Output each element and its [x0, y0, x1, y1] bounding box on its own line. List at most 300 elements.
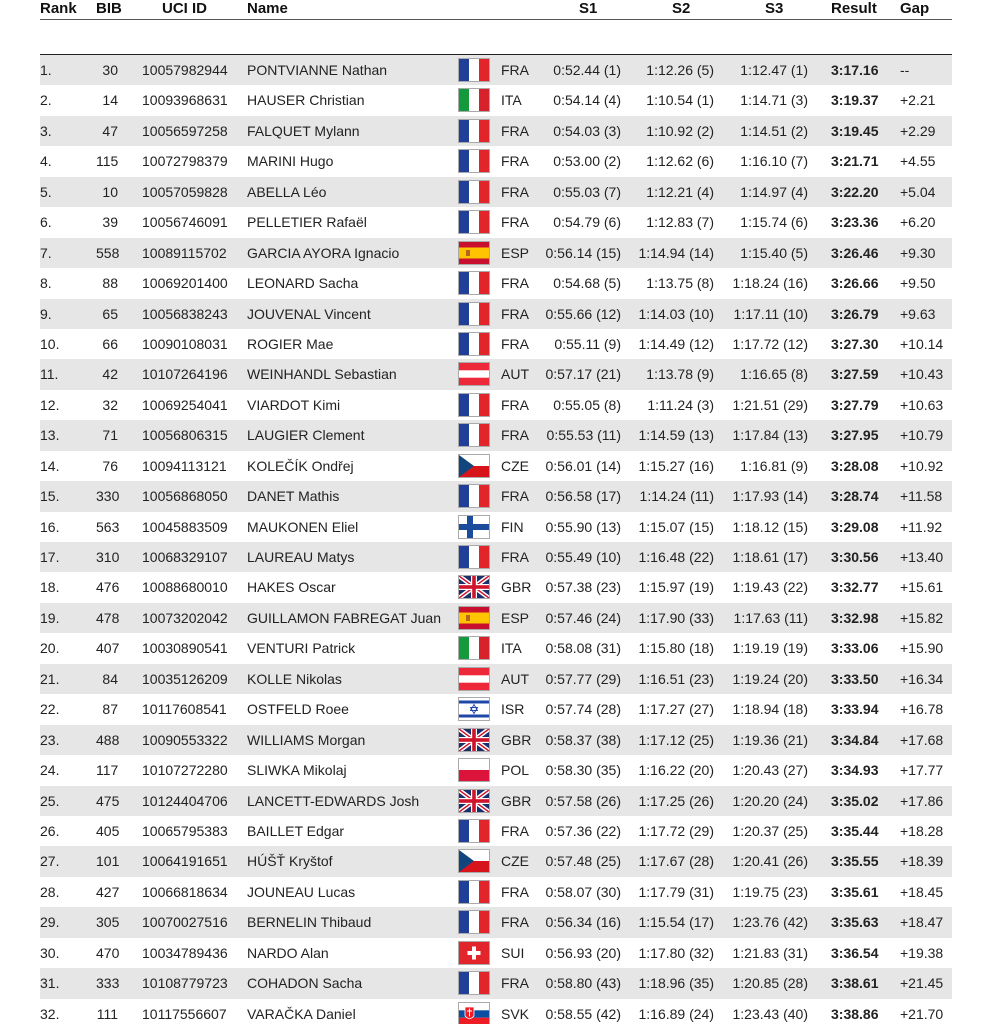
rider-name-cell: ROGIER Mae [247, 335, 334, 352]
s3-time-cell: 1:19.19 (19) [732, 640, 808, 657]
rider-name-cell: BAILLET Edgar [247, 822, 345, 839]
country-flag-icon [458, 149, 490, 173]
s3-time-cell: 1:14.51 (2) [740, 122, 808, 139]
rank-cell: 20. [40, 640, 60, 657]
result-time-cell: 3:28.74 [831, 488, 879, 505]
s3-time-cell: 1:19.75 (23) [732, 883, 808, 900]
s1-time-cell: 0:55.49 (10) [545, 549, 621, 565]
rider-name-cell: LANCETT-EDWARDS Josh [247, 792, 420, 809]
result-time-cell: 3:35.55 [831, 853, 879, 870]
nation-cell: FRA [501, 822, 529, 839]
gap-cell: +16.34 [900, 670, 944, 687]
bib-cell: 330 [96, 488, 120, 505]
bib-cell: 405 [96, 822, 120, 839]
country-flag-icon [458, 393, 490, 417]
rider-name-cell: FALQUET Mylann [247, 122, 360, 139]
result-time-cell: 3:35.63 [831, 914, 879, 931]
rider-name-cell: SLIWKA Mikolaj [247, 762, 347, 779]
s3-time-cell: 1:20.20 (24) [732, 792, 808, 809]
gap-cell: +15.61 [900, 579, 944, 596]
rank-cell: 2. [40, 92, 52, 109]
uci-id-cell: 10094113121 [142, 457, 227, 474]
s2-time-cell: 1:16.22 (20) [638, 762, 714, 779]
nation-cell: GBR [501, 579, 532, 596]
rank-cell: 4. [40, 153, 52, 170]
nation-cell: ISR [501, 701, 525, 718]
uci-id-cell: 10117608541 [142, 701, 227, 718]
nation-cell: FRA [501, 122, 529, 139]
results-table-header [40, 0, 952, 20]
nation-cell: FRA [501, 975, 529, 992]
rider-name-cell: JOUVENAL Vincent [247, 305, 371, 322]
uci-id-cell: 10070027516 [142, 914, 228, 931]
bib-cell: 427 [96, 883, 120, 900]
rider-name-cell: GARCIA AYORA Ignacio [247, 244, 400, 261]
s2-time-cell: 1:13.78 (9) [646, 366, 714, 383]
bib-cell: 407 [96, 640, 120, 657]
s1-time-cell: 0:56.58 (17) [545, 488, 621, 505]
gap-cell: +10.14 [900, 335, 944, 352]
rank-cell: 19. [40, 609, 60, 626]
country-flag-icon [458, 241, 490, 265]
result-time-cell: 3:19.45 [831, 122, 879, 139]
uci-id-cell: 10068329107 [142, 549, 228, 565]
s3-time-cell: 1:14.71 (3) [740, 92, 808, 109]
s3-time-cell: 1:19.24 (20) [732, 670, 808, 687]
result-time-cell: 3:30.56 [831, 549, 879, 565]
result-time-cell: 3:35.61 [831, 883, 879, 900]
table-row [40, 55, 952, 85]
table-row [40, 420, 952, 450]
s2-time-cell: 1:15.07 (15) [638, 518, 714, 535]
nation-cell: FRA [501, 427, 529, 444]
rider-name-cell: LEONARD Sacha [247, 275, 359, 292]
gap-cell: +9.30 [900, 244, 936, 261]
bib-cell: 47 [102, 122, 118, 139]
results-table-body [40, 55, 952, 1024]
s1-time-cell: 0:54.68 (5) [553, 275, 621, 292]
s1-time-cell: 0:55.05 (8) [553, 396, 621, 413]
country-flag-icon [458, 423, 490, 447]
s2-time-cell: 1:14.03 (10) [638, 305, 714, 322]
nation-cell: FIN [501, 518, 524, 535]
gap-cell: +18.47 [900, 914, 944, 931]
uci-id-cell: 10107264196 [142, 366, 228, 383]
s1-time-cell: 0:55.03 (7) [553, 183, 621, 200]
s1-time-cell: 0:54.14 (4) [553, 92, 621, 109]
uci-id-cell: 10056597258 [142, 122, 228, 139]
gap-cell: +17.68 [900, 731, 944, 748]
nation-cell: FRA [501, 549, 529, 565]
result-time-cell: 3:27.59 [831, 366, 879, 383]
s1-time-cell: 0:57.17 (21) [545, 366, 621, 383]
nation-cell: CZE [501, 853, 529, 870]
country-flag-icon [458, 697, 490, 721]
s3-time-cell: 1:20.85 (28) [732, 975, 808, 992]
country-flag-icon [458, 454, 490, 478]
s1-time-cell: 0:57.46 (24) [545, 609, 621, 626]
uci-id-cell: 10090108031 [142, 335, 228, 352]
rank-cell: 26. [40, 822, 60, 839]
result-time-cell: 3:27.30 [831, 335, 879, 352]
gap-cell: +10.63 [900, 396, 944, 413]
result-time-cell: 3:28.08 [831, 457, 879, 474]
s3-time-cell: 1:15.74 (6) [740, 214, 808, 231]
uci-id-cell: 10069254041 [142, 396, 228, 413]
country-flag-icon [458, 819, 490, 843]
uci-id-cell: 10065795383 [142, 822, 228, 839]
bib-cell: 42 [102, 366, 118, 383]
bib-cell: 71 [102, 427, 118, 444]
s1-time-cell: 0:55.90 (13) [545, 518, 621, 535]
s1-time-cell: 0:57.58 (26) [545, 792, 621, 809]
bib-cell: 305 [96, 914, 120, 931]
country-flag-icon [458, 545, 490, 569]
country-flag-icon [458, 667, 490, 691]
rank-cell: 11. [40, 366, 59, 383]
table-row [40, 116, 952, 146]
uci-id-cell: 10107272280 [142, 762, 228, 779]
gap-cell: +10.43 [900, 366, 944, 383]
rider-name-cell: JOUNEAU Lucas [247, 883, 356, 900]
table-row [40, 907, 952, 937]
gap-cell: -- [900, 62, 910, 78]
table-row [40, 177, 952, 207]
country-flag-icon [458, 119, 490, 143]
gap-cell: +5.04 [900, 183, 936, 200]
bib-cell: 88 [102, 275, 118, 292]
s3-column-header: S3 [765, 0, 784, 17]
bib-cell: 488 [96, 731, 120, 748]
s3-time-cell: 1:17.11 (10) [733, 305, 808, 322]
rank-cell: 13. [40, 427, 60, 444]
s1-time-cell: 0:57.38 (23) [545, 579, 621, 596]
gap-cell: +6.20 [900, 214, 936, 231]
rider-name-cell: BERNELIN Thibaud [247, 914, 372, 931]
s1-time-cell: 0:54.79 (6) [553, 214, 621, 231]
bib-cell: 39 [102, 214, 118, 231]
rider-name-cell: OSTFELD Roee [247, 701, 349, 718]
table-row [40, 786, 952, 816]
uci-id-cell: 10073202042 [142, 609, 228, 626]
table-row [40, 329, 952, 359]
rank-column-header: Rank [40, 0, 77, 17]
s3-time-cell: 1:17.72 (12) [732, 335, 808, 352]
s3-time-cell: 1:19.36 (21) [732, 731, 808, 748]
country-flag-icon [458, 606, 490, 630]
table-row [40, 481, 952, 511]
result-time-cell: 3:26.46 [831, 244, 879, 261]
uci-id-cell: 10093968631 [142, 92, 228, 109]
rider-name-cell: MARINI Hugo [247, 153, 334, 170]
table-row [40, 207, 952, 237]
bib-column-header: BIB [96, 0, 122, 17]
gap-cell: +18.39 [900, 853, 944, 870]
nation-cell: GBR [501, 792, 532, 809]
rider-name-cell: VIARDOT Kimi [247, 396, 341, 413]
uci-id-cell: 10056838243 [142, 305, 228, 322]
s1-time-cell: 0:55.53 (11) [546, 427, 621, 444]
gap-cell: +9.50 [900, 275, 936, 292]
s1-time-cell: 0:55.11 (9) [554, 335, 621, 352]
rider-name-cell: HAKES Oscar [247, 579, 336, 596]
s2-time-cell: 1:14.24 (11) [639, 488, 714, 505]
s2-time-cell: 1:14.59 (13) [638, 427, 714, 444]
table-row [40, 359, 952, 389]
result-time-cell: 3:34.84 [831, 731, 879, 748]
s2-time-cell: 1:17.27 (27) [638, 701, 714, 718]
s3-time-cell: 1:16.81 (9) [740, 457, 808, 474]
country-flag-icon [458, 636, 490, 660]
rank-cell: 8. [40, 275, 52, 292]
rider-name-cell: PONTVIANNE Nathan [247, 62, 388, 78]
gap-cell: +17.77 [900, 762, 944, 779]
country-flag-icon [458, 210, 490, 234]
rank-cell: 23. [40, 731, 60, 748]
table-row [40, 877, 952, 907]
s2-time-cell: 1:17.90 (33) [638, 609, 714, 626]
gap-cell: +15.90 [900, 640, 944, 657]
rank-cell: 5. [40, 183, 52, 200]
table-row [40, 664, 952, 694]
uci-id-cell: 10056868050 [142, 488, 228, 505]
s1-time-cell: 0:54.03 (3) [553, 122, 621, 139]
uci-id-cell: 10057059828 [142, 183, 228, 200]
s3-time-cell: 1:21.51 (29) [732, 396, 808, 413]
s2-time-cell: 1:17.25 (26) [638, 792, 714, 809]
s1-column-header: S1 [579, 0, 598, 17]
gap-cell: +2.29 [900, 122, 936, 139]
s2-time-cell: 1:11.24 (3) [647, 396, 714, 413]
country-flag-icon [458, 728, 490, 752]
rider-name-cell: COHADON Sacha [247, 975, 363, 992]
rider-name-cell: KOLLE Nikolas [247, 670, 342, 687]
table-row [40, 512, 952, 542]
rider-name-cell: LAUGIER Clement [247, 427, 365, 444]
rank-cell: 6. [40, 214, 52, 231]
country-flag-icon [458, 849, 490, 873]
uci-id-column-header: UCI ID [162, 0, 207, 17]
nation-cell: FRA [501, 214, 529, 231]
gap-cell: +15.82 [900, 609, 944, 626]
s1-time-cell: 0:58.55 (42) [545, 1005, 621, 1022]
s3-time-cell: 1:19.43 (22) [732, 579, 808, 596]
rider-name-cell: DANET Mathis [247, 488, 340, 505]
s3-time-cell: 1:18.94 (18) [732, 701, 808, 718]
s3-time-cell: 1:20.37 (25) [732, 822, 808, 839]
uci-id-cell: 10030890541 [142, 640, 228, 657]
bib-cell: 14 [102, 92, 118, 109]
name-column-header: Name [247, 0, 288, 17]
s3-time-cell: 1:20.43 (27) [732, 762, 808, 779]
rank-cell: 12. [40, 396, 60, 413]
rank-cell: 31. [40, 975, 60, 992]
rider-name-cell: HÚŠŤ Kryštof [247, 853, 333, 870]
s2-time-cell: 1:17.80 (32) [638, 944, 714, 961]
s2-time-cell: 1:18.96 (35) [638, 975, 714, 992]
result-column-header: Result [831, 0, 877, 17]
rank-cell: 25. [40, 792, 60, 809]
bib-cell: 84 [102, 670, 118, 687]
rank-cell: 3. [40, 122, 52, 139]
nation-cell: ESP [501, 244, 530, 261]
table-row [40, 572, 952, 602]
s1-time-cell: 0:56.93 (20) [545, 944, 621, 961]
rank-cell: 16. [40, 518, 60, 535]
uci-id-cell: 10035126209 [142, 670, 228, 687]
uci-id-cell: 10069201400 [142, 275, 228, 292]
result-time-cell: 3:29.08 [831, 518, 879, 535]
rider-name-cell: VARAČKA Daniel [247, 1005, 356, 1022]
country-flag-icon [458, 271, 490, 295]
rider-name-cell: MAUKONEN Eliel [247, 518, 359, 535]
s2-time-cell: 1:15.80 (18) [638, 640, 714, 657]
result-time-cell: 3:32.98 [831, 609, 879, 626]
s1-time-cell: 0:52.44 (1) [553, 62, 621, 78]
result-time-cell: 3:21.71 [831, 153, 879, 170]
gap-cell: +4.55 [900, 153, 936, 170]
uci-id-cell: 10072798379 [142, 153, 228, 170]
s1-time-cell: 0:58.37 (38) [545, 731, 621, 748]
s2-time-cell: 1:17.67 (28) [638, 853, 714, 870]
uci-id-cell: 10057982944 [142, 62, 228, 78]
country-flag-icon [458, 484, 490, 508]
country-flag-icon [458, 88, 490, 112]
table-row [40, 390, 952, 420]
country-flag-icon [458, 362, 490, 386]
s1-time-cell: 0:56.14 (15) [545, 244, 621, 261]
rider-name-cell: WILLIAMS Morgan [247, 731, 366, 748]
bib-cell: 563 [96, 518, 120, 535]
rank-cell: 14. [40, 457, 60, 474]
rank-cell: 30. [40, 944, 60, 961]
gap-cell: +2.21 [900, 92, 936, 109]
uci-id-cell: 10066818634 [142, 883, 228, 900]
s2-time-cell: 1:12.21 (4) [646, 183, 714, 200]
s3-time-cell: 1:20.41 (26) [732, 853, 808, 870]
rank-cell: 9. [40, 305, 52, 322]
rider-name-cell: PELLETIER Rafaël [247, 214, 367, 231]
s1-time-cell: 0:58.30 (35) [545, 762, 621, 779]
gap-cell: +18.45 [900, 883, 944, 900]
country-flag-icon [458, 332, 490, 356]
rider-name-cell: HAUSER Christian [247, 92, 365, 109]
table-row [40, 451, 952, 481]
result-time-cell: 3:17.16 [831, 62, 879, 78]
gap-cell: +17.86 [900, 792, 944, 809]
gap-cell: +11.58 [900, 488, 943, 505]
result-time-cell: 3:19.37 [831, 92, 879, 109]
table-row [40, 999, 952, 1024]
bib-cell: 475 [96, 792, 120, 809]
country-flag-icon [458, 58, 490, 82]
bib-cell: 30 [102, 62, 118, 78]
s3-time-cell: 1:16.10 (7) [740, 153, 808, 170]
nation-cell: FRA [501, 488, 529, 505]
table-row [40, 238, 952, 268]
nation-cell: FRA [501, 883, 529, 900]
s2-time-cell: 1:14.94 (14) [638, 244, 714, 261]
table-row [40, 816, 952, 846]
bib-cell: 117 [96, 762, 119, 779]
s2-time-cell: 1:15.97 (19) [638, 579, 714, 596]
s3-time-cell: 1:16.65 (8) [740, 366, 808, 383]
s2-time-cell: 1:16.48 (22) [638, 549, 714, 565]
bib-cell: 478 [96, 609, 120, 626]
s2-time-cell: 1:12.26 (5) [646, 62, 714, 78]
nation-cell: CZE [501, 457, 529, 474]
bib-cell: 87 [102, 701, 118, 718]
rank-cell: 27. [40, 853, 60, 870]
nation-cell: GBR [501, 731, 532, 748]
s1-time-cell: 0:53.00 (2) [553, 153, 621, 170]
result-time-cell: 3:26.66 [831, 275, 879, 292]
bib-cell: 32 [102, 396, 118, 413]
nation-cell: FRA [501, 914, 529, 931]
s3-time-cell: 1:18.24 (16) [732, 275, 808, 292]
table-row [40, 542, 952, 572]
gap-column-header: Gap [900, 0, 930, 17]
s2-time-cell: 1:10.54 (1) [646, 92, 714, 109]
rank-cell: 15. [40, 488, 60, 505]
nation-cell: FRA [501, 62, 529, 78]
uci-id-cell: 10056746091 [142, 214, 228, 231]
nation-cell: FRA [501, 335, 529, 352]
bib-cell: 76 [102, 457, 118, 474]
table-row [40, 603, 952, 633]
table-row [40, 299, 952, 329]
table-row [40, 268, 952, 298]
rider-name-cell: KOLEČÍK Ondřej [247, 457, 354, 474]
rank-cell: 22. [40, 701, 60, 718]
result-time-cell: 3:34.93 [831, 762, 879, 779]
s1-time-cell: 0:58.07 (30) [545, 883, 621, 900]
s2-time-cell: 1:16.51 (23) [638, 670, 714, 687]
bib-cell: 66 [102, 335, 118, 352]
nation-cell: ESP [501, 609, 530, 626]
table-row [40, 85, 952, 115]
rank-cell: 10. [40, 335, 60, 352]
rider-name-cell: VENTURI Patrick [247, 640, 356, 657]
country-flag-icon [458, 910, 490, 934]
uci-id-cell: 10064191651 [142, 853, 228, 870]
nation-cell: FRA [501, 275, 529, 292]
bib-cell: 310 [96, 549, 120, 565]
result-time-cell: 3:38.86 [831, 1005, 879, 1022]
s2-column-header: S2 [672, 0, 691, 17]
country-flag-icon [458, 789, 490, 813]
result-time-cell: 3:23.36 [831, 214, 879, 231]
country-flag-icon [458, 515, 490, 539]
table-row [40, 755, 952, 785]
gap-cell: +16.78 [900, 701, 944, 718]
uci-id-cell: 10124404706 [142, 792, 228, 809]
rank-cell: 21. [40, 670, 60, 687]
s3-time-cell: 1:23.43 (40) [732, 1005, 808, 1022]
s1-time-cell: 0:57.36 (22) [545, 822, 621, 839]
gap-cell: +11.92 [900, 518, 943, 535]
rank-cell: 28. [40, 883, 60, 900]
nation-cell: ITA [501, 92, 522, 109]
s3-time-cell: 1:12.47 (1) [740, 62, 808, 78]
nation-cell: FRA [501, 396, 529, 413]
table-row [40, 694, 952, 724]
bib-cell: 10 [102, 183, 118, 200]
nation-cell: AUT [501, 366, 529, 383]
table-row [40, 968, 952, 998]
gap-cell: +10.79 [900, 427, 944, 444]
result-time-cell: 3:35.02 [831, 792, 879, 809]
